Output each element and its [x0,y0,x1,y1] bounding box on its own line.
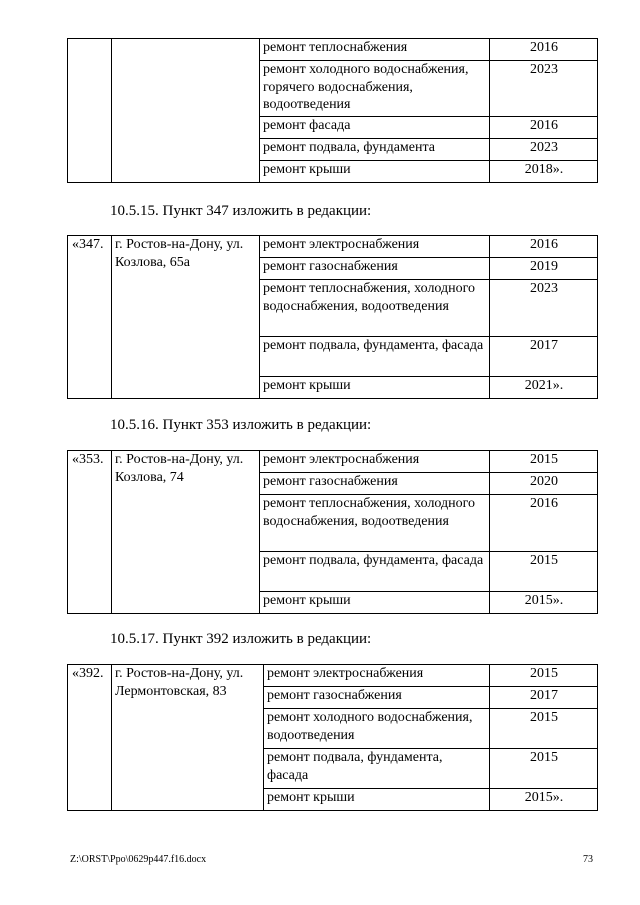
year-cell: 2016 [490,39,598,61]
work-cell: ремонт холодного водоснабжения, горячего водоснабжения, водоотведения [260,61,490,117]
year-cell: 2015». [490,592,598,614]
year-cell: 2023 [490,280,598,337]
address-cell [112,39,260,183]
work-cell: ремонт крыши [260,592,490,614]
table-continuation [67,38,598,183]
work-cell: ремонт подвала, фундамента [260,139,490,161]
table-row [68,236,598,258]
work-cell: ремонт электроснабжения [260,451,490,473]
table-row [68,665,598,687]
page-number: 73 [583,854,593,865]
work-cell: ремонт холодного водоснабжения, водоотведения [264,709,490,749]
work-cell: ремонт теплоснабжения, холодного водоснабжения, водоотведения [260,280,490,337]
work-cell: ремонт фасада [260,117,490,139]
num-cell: «392. [68,665,112,811]
work-cell: ремонт подвала, фундамента, фасада [260,552,490,592]
year-cell: 2015 [490,665,598,687]
table-353 [67,450,598,614]
year-cell: 2016 [490,236,598,258]
address-cell: г. Ростов-на-Дону, ул. Козлова, 74 [112,451,260,614]
work-cell: ремонт крыши [260,161,490,183]
year-cell: 2023 [490,61,598,117]
year-cell: 2016 [490,495,598,552]
table-392 [67,664,598,811]
paragraph-353: 10.5.16. Пункт 353 изложить в редакции: [110,417,372,433]
year-cell: 2017 [490,687,598,709]
work-cell: ремонт теплоснабжения [260,39,490,61]
work-cell: ремонт газоснабжения [260,473,490,495]
work-cell: ремонт газоснабжения [264,687,490,709]
work-cell: ремонт газоснабжения [260,258,490,280]
year-cell: 2015 [490,451,598,473]
num-cell: «353. [68,451,112,614]
work-cell: ремонт электроснабжения [260,236,490,258]
paragraph-347: 10.5.15. Пункт 347 изложить в редакции: [110,203,372,219]
year-cell: 2015 [490,552,598,592]
table-347 [67,235,598,399]
work-cell: ремонт подвала, фундамента, фасада [264,749,490,789]
year-cell: 2023 [490,139,598,161]
year-cell: 2017 [490,337,598,377]
year-cell: 2015 [490,709,598,749]
address-cell: г. Ростов-на-Дону, ул. Лермонтовская, 83 [112,665,264,811]
work-cell: ремонт электроснабжения [264,665,490,687]
year-cell: 2019 [490,258,598,280]
address-cell: г. Ростов-на-Дону, ул. Козлова, 65а [112,236,260,399]
footer-file-path: Z:\ORST\Ppo\0629p447.f16.docx [70,854,207,865]
paragraph-392: 10.5.17. Пункт 392 изложить в редакции: [110,631,372,647]
year-cell: 2016 [490,117,598,139]
work-cell: ремонт теплоснабжения, холодного водоснабжения, водоотведения [260,495,490,552]
work-cell: ремонт крыши [260,377,490,399]
work-cell: ремонт подвала, фундамента, фасада [260,337,490,377]
num-cell: «347. [68,236,112,399]
year-cell: 2015». [490,789,598,811]
year-cell: 2015 [490,749,598,789]
year-cell: 2021». [490,377,598,399]
year-cell: 2020 [490,473,598,495]
table-row [68,451,598,473]
num-cell [68,39,112,183]
work-cell: ремонт крыши [264,789,490,811]
year-cell: 2018». [490,161,598,183]
table-row [68,39,598,61]
